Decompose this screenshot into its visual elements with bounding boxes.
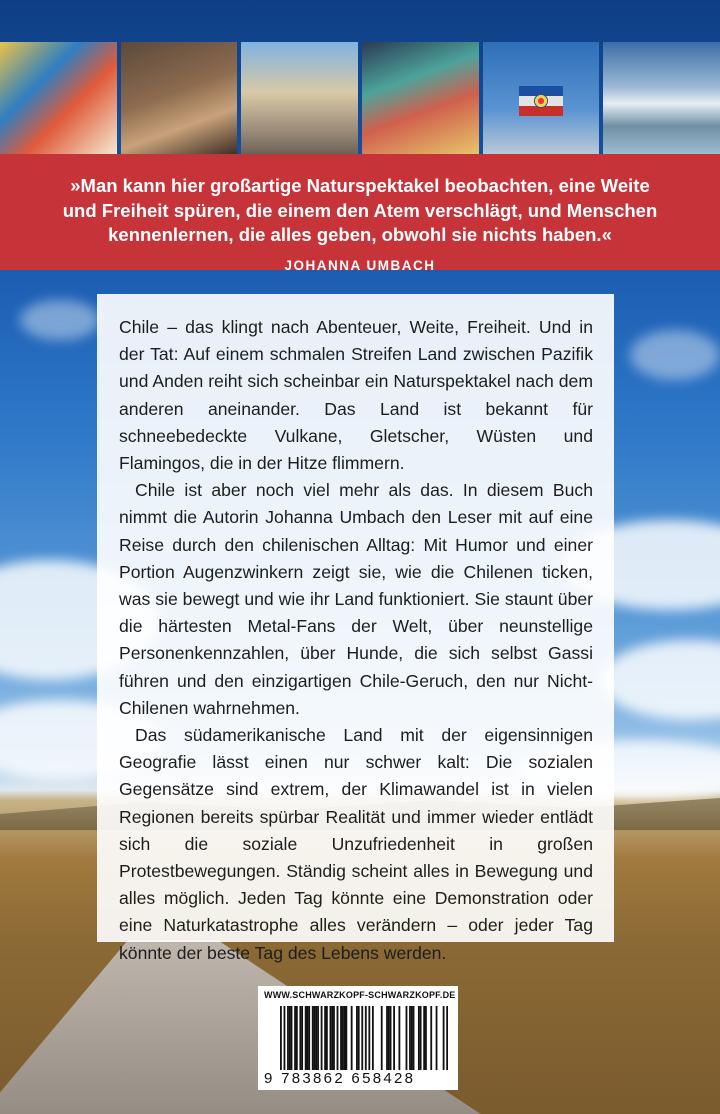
barcode-bar [411, 1006, 413, 1070]
barcode-bar [287, 1006, 289, 1070]
barcode-bar [284, 1006, 286, 1070]
photo-mapuche-flag [483, 42, 600, 154]
barcode-bar [315, 1006, 317, 1070]
barcode-bar [342, 1006, 344, 1070]
barcode-bar [351, 1006, 353, 1070]
barcode-bar [326, 1006, 328, 1070]
barcode-bar [291, 1006, 293, 1070]
barcode-bar [340, 1006, 342, 1070]
barcode-bar [333, 1006, 335, 1070]
barcode-bar [430, 1006, 432, 1070]
barcode-bar [344, 1006, 346, 1070]
barcode-bar [436, 1006, 438, 1070]
photo-strip [0, 42, 720, 154]
photo-street-art [0, 42, 117, 154]
barcode-bar [386, 1006, 388, 1070]
barcode-bar [413, 1006, 415, 1070]
barcode-bar [280, 1006, 282, 1070]
quote-line: und Freiheit spüren, die einem den Atem verschlägt, und Menschen [62, 199, 658, 221]
barcode-bar [381, 1006, 383, 1070]
barcode-bar [296, 1006, 298, 1070]
photo-cathedral [241, 42, 358, 154]
barcode-bar [406, 1006, 408, 1070]
barcode-bar [356, 1006, 358, 1070]
barcode-bar [393, 1006, 395, 1070]
photo-mural [362, 42, 479, 154]
barcode-bar [301, 1006, 303, 1070]
blurb-paragraph: Chile – das klingt nach Abenteuer, Weite, Freiheit. Und in der Tat: Auf einem schmalen Streifen Land zwischen Pazifik und Anden reiht sich scheinbar ein Naturspektakel nach dem anderen aneinander. Das Land ist bekannt für schneebedeckte Vulkane, Gletscher, Wüsten und Flamingos, die in der Hitze flimmern. [119, 317, 593, 474]
barcode-bar [307, 1006, 309, 1070]
barcode-bar [289, 1006, 291, 1070]
barcode-bar [420, 1006, 422, 1070]
quote-line: kennenlernen, die alles geben, obwohl sie nichts haben.« [108, 224, 612, 245]
barcode-bar [345, 1006, 347, 1070]
barcode-icon [280, 1006, 448, 1070]
barcode-bar [314, 1006, 316, 1070]
barcode-bar [425, 1006, 427, 1070]
blurb-panel [97, 294, 614, 963]
barcode-bar [317, 1006, 319, 1070]
barcode-bar [443, 1006, 445, 1070]
barcode-bar [418, 1006, 420, 1070]
barcode-bar [409, 1006, 411, 1070]
barcode-bar [398, 1006, 400, 1070]
photo-market [121, 42, 238, 154]
isbn-number: 9 783862 658428 [264, 1070, 416, 1087]
blurb-paragraph: Chile ist aber noch viel mehr als das. In diesem Buch nimmt die Autorin Johanna Umbach den Leser mit auf eine Reise durch den chilenischen Alltag: Mit Humor und einer Portion Augenzwinkern zeigt sie, wie die Chilenen ticken, was sie bewegt und wie ihr Land funktioniert. Sie staunt über die härtesten Metal-Fans der Welt, über neunstellige Personenkennzahlen, über Hunde, die sich selbst Gassi führen und den einzigartigen Chile-Geruch, den nur Nicht-Chilenen wahrnehmen. [119, 480, 593, 718]
barcode-bar [361, 1006, 363, 1070]
flag-icon [519, 86, 563, 116]
barcode-box [258, 986, 458, 1090]
barcode-bar [294, 1006, 296, 1070]
quote-line: »Man kann hier großartige Naturspektakel beobachten, eine Weite [70, 175, 650, 196]
barcode-bar [390, 1006, 392, 1070]
barcode-bar [331, 1006, 333, 1070]
barcode-bar [324, 1006, 326, 1070]
barcode-bar [305, 1006, 307, 1070]
barcode-bar [312, 1006, 314, 1070]
barcode-bar [423, 1006, 425, 1070]
barcode-bar [308, 1006, 310, 1070]
barcode-bar [299, 1006, 301, 1070]
blurb-paragraph: Das südamerikanische Land mit der eigensinnigen Geografie lässt einen nur schwer kalt: Die sozialen Gegensätze sind extrem, der Klimawandel ist in vielen Regionen bereits spürbar Realität und immer wieder entlädt sich die soziale Unzufriedenheit in großen Protestbewegungen. Ständig scheint alles in Bewegung und alles möglich. Jeden Tag könnte eine Demonstration oder eine Naturkatastrophe alles verändern – oder jeder Tag könnte der beste Tag des Lebens werden. [119, 725, 593, 963]
quote-author: JOHANNA UMBACH [284, 257, 436, 273]
barcode-bar [372, 1006, 374, 1070]
publisher-url: WWW.SCHWARZKOPF-SCHWARZKOPF.DE [264, 990, 456, 1000]
quote-text [40, 174, 680, 248]
barcode-bar [337, 1006, 339, 1070]
barcode-bar [358, 1006, 360, 1070]
barcode-bar [330, 1006, 332, 1070]
photo-mountains-guanaco [603, 42, 720, 154]
barcode-bar [388, 1006, 390, 1070]
barcode-bar [368, 1006, 370, 1070]
barcode-bar [365, 1006, 367, 1070]
barcode-bar [446, 1006, 448, 1070]
quote-band [0, 154, 720, 273]
barcode-bar [321, 1006, 323, 1070]
blurb-text [119, 314, 593, 967]
